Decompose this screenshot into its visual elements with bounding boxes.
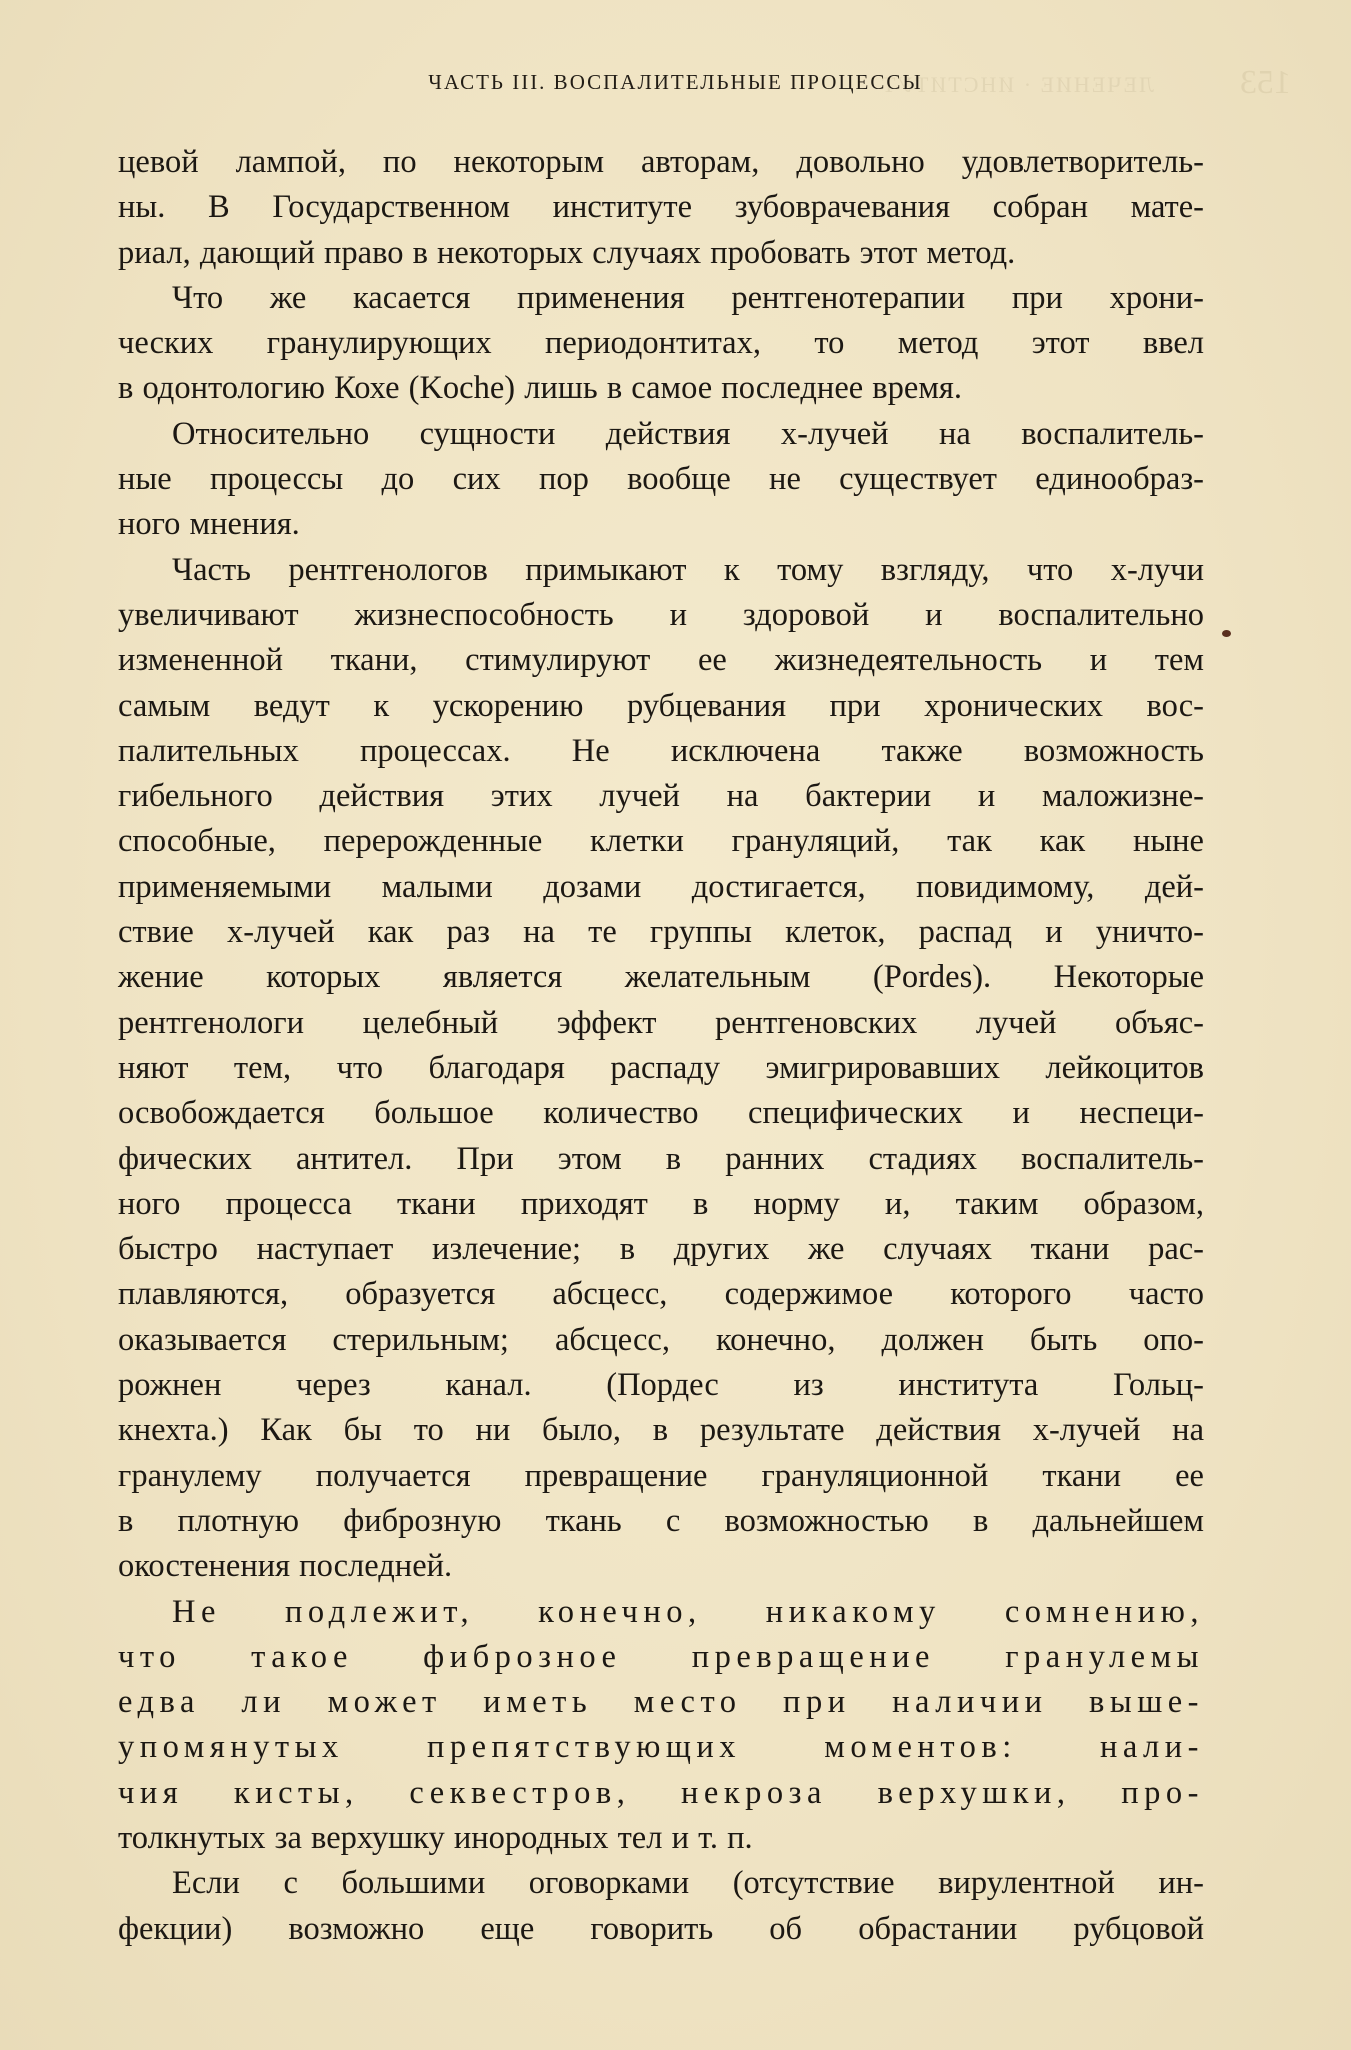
- paragraph-first-line: Относительно сущности действия x-лучей на воспалитель-: [172, 415, 1204, 452]
- paragraph-first-line: Часть рентгенологов примыкают к тому взгляду, что x-лучи: [172, 551, 1204, 588]
- text-line: ствие x-лучей как раз на те группы клеток, распад и уничто-: [118, 914, 1204, 951]
- body-text: [118, 140, 1204, 1952]
- bleed-through-text: ЛЕЧЕНИЕ · ИНСТИТУТ: [880, 72, 1154, 97]
- running-head: ЧАСТЬ III. ВОСПАЛИТЕЛЬНЫЕ ПРОЦЕССЫ: [428, 70, 923, 94]
- text-line: ные процессы до сих пор вообще не существует единообраз-: [118, 461, 1204, 498]
- emphasized-paragraph-line: едва ли может иметь место при наличии выше-: [118, 1684, 1204, 1721]
- text-line: жение которых является желательным (Pordes). Некоторые: [118, 959, 1204, 996]
- text-line: плавляются, образуется абсцесс, содержимое которого часто: [118, 1276, 1204, 1313]
- text-line: быстро наступает излечение; в других же случаях ткани рас-: [118, 1231, 1204, 1268]
- paragraph-first-line: Если с большими оговорками (отсутствие вирулентной ин-: [172, 1865, 1204, 1902]
- emphasized-paragraph-line: что такое фиброзное превращение гранулемы: [118, 1638, 1204, 1675]
- text-line: применяемыми малыми дозами достигается, повидимому, дей-: [118, 868, 1204, 905]
- text-line: ного мнения.: [118, 506, 300, 543]
- text-line: измененной ткани, стимулируют ее жизнедеятельность и тем: [118, 642, 1204, 679]
- text-line: риал, дающий право в некоторых случаях пробовать этот метод.: [118, 234, 1016, 271]
- text-line: ного процесса ткани приходят в норму и, таким образом,: [118, 1185, 1204, 1222]
- text-line: гибельного действия этих лучей на бактерии и маложизне-: [118, 778, 1204, 815]
- text-line: ческих гранулирующих периодонтитах, то метод этот ввел: [118, 325, 1204, 362]
- text-line: няют тем, что благодаря распаду эмигрировавших лейкоцитов: [118, 1049, 1204, 1086]
- text-line: оказывается стерильным; абсцесс, конечно, должен быть опо-: [118, 1321, 1204, 1358]
- ink-spot: [1222, 630, 1231, 637]
- text-line: увеличивают жизнеспособность и здоровой и воспалительно: [118, 596, 1204, 633]
- text-line: освобождается большое количество специфических и неспеци-: [118, 1095, 1204, 1132]
- text-line: фических антител. При этом в ранних стадиях воспалитель-: [118, 1140, 1204, 1177]
- text-line: кнехта.) Как бы то ни было, в результате действия x-лучей на: [118, 1412, 1204, 1449]
- emphasized-paragraph-line: Не подлежит, конечно, никакому сомнению,: [172, 1593, 1204, 1630]
- text-line: в плотную фиброзную ткань с возможностью в дальнейшем: [118, 1502, 1204, 1539]
- text-line: рентгенологи целебный эффект рентгеновских лучей объяс-: [118, 1004, 1204, 1041]
- paragraph-first-line: Что же касается применения рентгенотерапии при хрони-: [172, 279, 1204, 316]
- text-line: рожнен через канал. (Пордес из института Гольц-: [118, 1367, 1204, 1404]
- text-line: окостенения последней.: [118, 1548, 453, 1585]
- text-line: самым ведут к ускорению рубцевания при хронических вос-: [118, 687, 1204, 724]
- text-line: палительных процессах. Не исключена также возможность: [118, 732, 1204, 769]
- text-line: ны. В Государственном институте зубоврачевания собран мате-: [118, 189, 1204, 226]
- emphasized-paragraph-line: чия кисты, секвестров, некроза верхушки, про-: [118, 1774, 1204, 1811]
- text-line: в одонтологию Кохе (Koche) лишь в самое последнее время.: [118, 370, 962, 407]
- text-line: цевой лампой, по некоторым авторам, довольно удовлетворитель-: [118, 144, 1204, 180]
- text-line: фекции) возможно еще говорить об обрастании рубцовой: [118, 1910, 1204, 1947]
- emphasized-paragraph-line: упомянутых препятствующих моментов: нали-: [118, 1729, 1204, 1766]
- text-line: гранулему получается превращение грануляционной ткани ее: [118, 1457, 1204, 1494]
- text-line: толкнутых за верхушку инородных тел и т. п.: [118, 1819, 753, 1856]
- text-line: способные, перерожденные клетки грануляций, так как ныне: [118, 823, 1204, 860]
- bleed-through-page-number: 153: [1240, 64, 1291, 101]
